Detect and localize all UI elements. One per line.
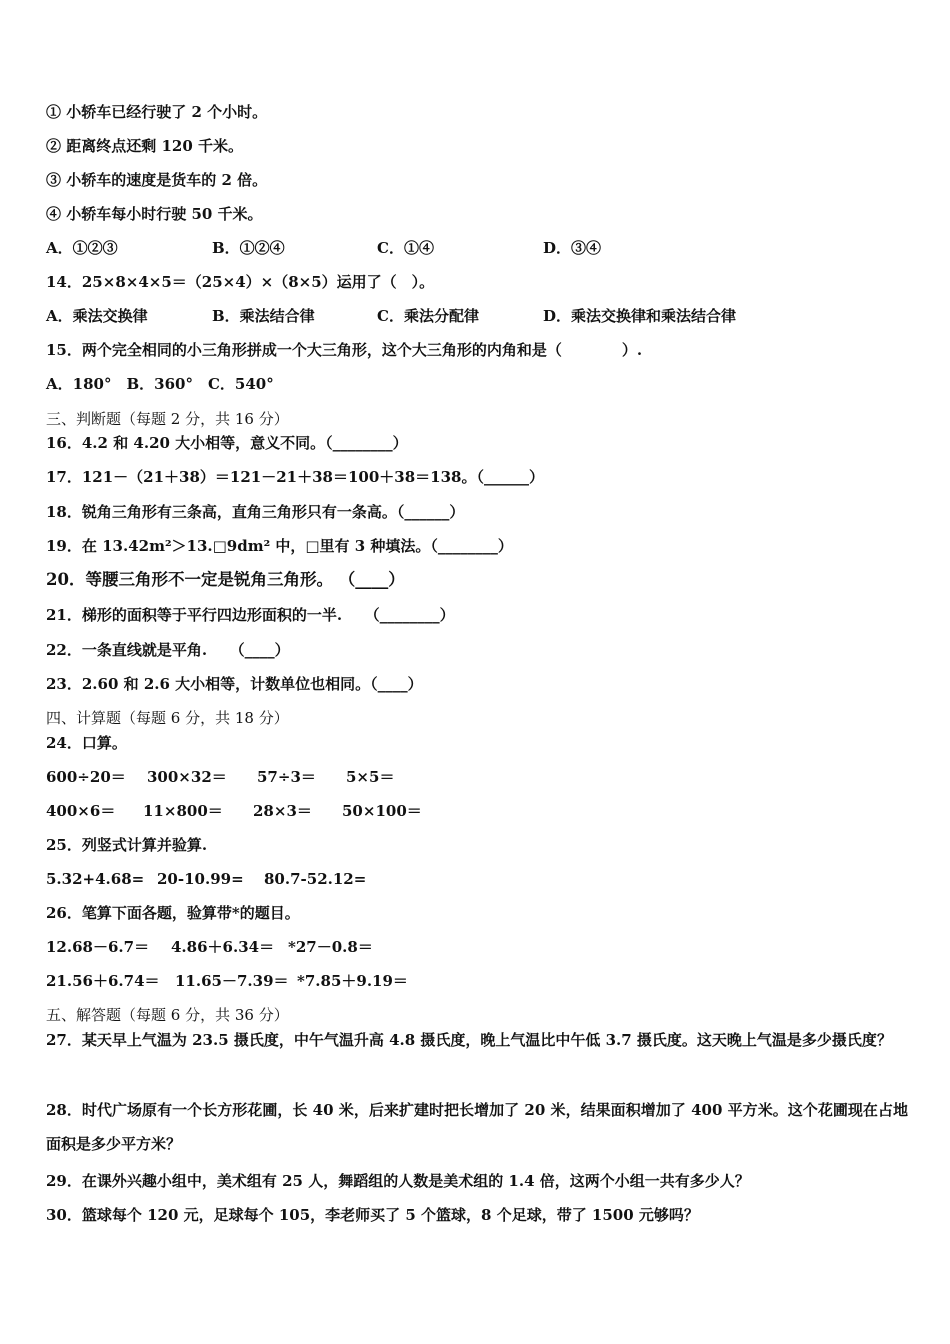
q24-row-2 xyxy=(46,801,906,821)
q28: 28．时代广场原有一个长方形花圃，长 40 米，后来扩建时把长增加了 20 米，结果面积增加了 400 平方米。这个花圃现在占地面积是多少平方米？ xyxy=(46,1101,908,1153)
calc-item: 300×32＝ xyxy=(147,768,227,786)
q13-statement-4: ④ 小轿车每小时行驶 50 千米。 xyxy=(46,205,263,223)
q14-option-c: C．乘法分配律 xyxy=(377,307,479,325)
calc-item: 20-10.99= xyxy=(157,870,244,888)
q19: 19．在 13.42m²＞13.□9dm² 中，□里有 3 种填法。（________） xyxy=(46,537,513,555)
calc-item: 11.65－7.39＝ xyxy=(175,972,289,990)
q14-question: 14．25×8×4×5＝（25×4）×（8×5）运用了（ ）。 xyxy=(46,273,435,291)
section-3-heading: 三、判断题（每题 2 分，共 16 分） xyxy=(46,410,289,428)
q25-row xyxy=(46,869,906,889)
q21: 21．梯形的面积等于平行四边形面积的一半. （________） xyxy=(46,606,455,624)
calc-item: 80.7-52.12= xyxy=(264,870,367,888)
q26-row-2 xyxy=(46,971,906,991)
calc-item: 400×6＝ xyxy=(46,802,116,820)
calc-item: 21.56＋6.74＝ xyxy=(46,972,160,990)
calc-item: 57÷3＝ xyxy=(257,768,316,786)
q13-option-c: C．①④ xyxy=(377,239,434,257)
q20: 20．等腰三角形不一定是锐角三角形。 （____） xyxy=(46,570,405,589)
q13-options xyxy=(46,238,906,258)
q14-option-b: B．乘法结合律 xyxy=(212,307,315,325)
q15-options: A．180° B．360° C．540° xyxy=(46,375,274,393)
q18: 18．锐角三角形有三条高，直角三角形只有一条高。（______） xyxy=(46,503,465,521)
q15-question: 15．两个完全相同的小三角形拼成一个大三角形，这个大三角形的内角和是（ ）. xyxy=(46,341,643,359)
q29: 29．在课外兴趣小组中，美术组有 25 人，舞蹈组的人数是美术组的 1.4 倍，这两个小组一共有多少人？ xyxy=(46,1172,750,1190)
q30: 30．篮球每个 120 元，足球每个 105，李老师买了 5 个篮球，8 个足球，带了 1500 元够吗？ xyxy=(46,1206,699,1224)
calc-item: *27－0.8＝ xyxy=(288,938,373,956)
section-5-heading: 五、解答题（每题 6 分，共 36 分） xyxy=(46,1006,289,1024)
calc-item: 11×800＝ xyxy=(143,802,223,820)
q13-statement-1: ① 小轿车已经行驶了 2 个小时。 xyxy=(46,103,268,121)
calc-item: 28×3＝ xyxy=(253,802,312,820)
q14-options xyxy=(46,306,906,326)
q13-statement-3: ③ 小轿车的速度是货车的 2 倍。 xyxy=(46,171,268,189)
calc-item: 50×100＝ xyxy=(342,802,422,820)
q13-statement-2: ② 距离终点还剩 120 千米。 xyxy=(46,137,243,155)
q13-option-d: D．③④ xyxy=(543,239,602,257)
calc-item: 5.32+4.68= xyxy=(46,870,145,888)
q27: 27．某天早上气温为 23.5 摄氏度，中午气温升高 4.8 摄氏度，晚上气温比中午低 3.7 摄氏度。这天晚上气温是多少摄氏度？ xyxy=(46,1031,892,1049)
q25-question: 25．列竖式计算并验算. xyxy=(46,836,208,854)
calc-item: 600÷20＝ xyxy=(46,768,126,786)
q22: 22．一条直线就是平角. （____） xyxy=(46,641,290,659)
q26-row-1 xyxy=(46,937,906,957)
q26-question: 26．笔算下面各题，验算带*的题目。 xyxy=(46,904,300,922)
q16: 16．4.2 和 4.20 大小相等，意义不同。（________） xyxy=(46,434,408,452)
calc-item: 5×5＝ xyxy=(346,768,395,786)
calc-item: 12.68－6.7＝ xyxy=(46,938,150,956)
q14-option-d: D．乘法交换律和乘法结合律 xyxy=(543,307,737,325)
q14-option-a: A．乘法交换律 xyxy=(46,307,148,325)
calc-item: 4.86＋6.34＝ xyxy=(171,938,275,956)
q13-option-a: A．①②③ xyxy=(46,239,118,257)
q17: 17．121－（21＋38）＝121－21＋38＝100＋38＝138。（______） xyxy=(46,468,544,486)
section-4-heading: 四、计算题（每题 6 分，共 18 分） xyxy=(46,709,289,727)
q13-option-b: B．①②④ xyxy=(212,239,285,257)
q24-row-1 xyxy=(46,767,906,787)
calc-item: *7.85＋9.19＝ xyxy=(297,972,408,990)
q23: 23．2.60 和 2.6 大小相等，计数单位也相同。（____） xyxy=(46,675,423,693)
q24-question: 24．口算。 xyxy=(46,734,127,752)
